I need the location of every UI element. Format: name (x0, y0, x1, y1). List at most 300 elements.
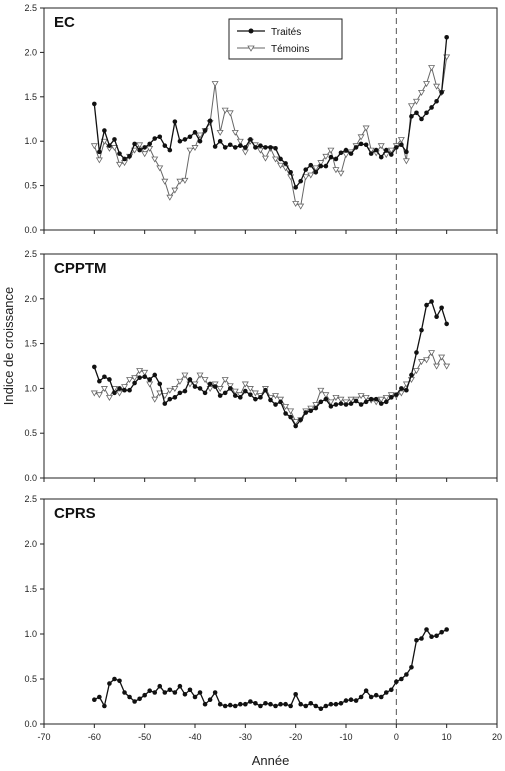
data-point (232, 130, 238, 135)
data-point (429, 299, 434, 304)
data-point (314, 406, 319, 411)
x-tick-label: 20 (491, 732, 503, 742)
data-point (359, 402, 364, 407)
data-point (147, 142, 152, 147)
series-line (94, 57, 446, 206)
data-point (434, 314, 439, 319)
data-point (298, 179, 303, 184)
data-point (308, 701, 313, 706)
data-point (127, 154, 132, 159)
data-point (263, 145, 268, 150)
data-point (142, 374, 147, 379)
x-axis-title: Année (251, 753, 290, 768)
data-point (314, 170, 319, 175)
data-point (127, 695, 132, 700)
data-point (163, 401, 168, 406)
data-point (117, 162, 123, 167)
panel-title: CPRS (54, 505, 96, 522)
data-point (107, 395, 113, 400)
data-point (208, 697, 213, 702)
data-point (238, 143, 243, 148)
data-point (439, 90, 444, 95)
x-tick-label: -70 (37, 732, 51, 742)
data-point (434, 99, 439, 104)
data-point (303, 410, 308, 415)
data-point (258, 395, 263, 400)
data-point (303, 167, 308, 172)
data-point (208, 118, 213, 123)
data-point (419, 90, 425, 95)
panel-frame (44, 499, 497, 724)
data-point (208, 382, 213, 387)
data-point (344, 148, 349, 153)
data-point (97, 158, 103, 163)
data-point (132, 142, 137, 147)
data-point (414, 110, 419, 115)
data-point (188, 377, 193, 382)
data-point (253, 145, 258, 150)
data-point (203, 702, 208, 707)
x-tick-label: 10 (441, 732, 452, 742)
data-point (399, 142, 404, 147)
data-point (243, 389, 248, 394)
data-point (334, 702, 339, 707)
data-point (329, 404, 334, 409)
data-point (112, 137, 117, 142)
data-point (399, 386, 404, 391)
data-point (404, 150, 409, 155)
data-point (273, 402, 278, 407)
data-point (273, 704, 278, 709)
data-point (319, 164, 324, 169)
data-point (178, 391, 183, 396)
data-point (258, 148, 264, 153)
legend-label-traites: Traités (271, 27, 302, 38)
data-point (137, 697, 142, 702)
data-point (429, 66, 435, 71)
x-tick-label: -40 (188, 732, 202, 742)
y-tick-label: 1.5 (24, 91, 37, 102)
data-point (233, 145, 238, 150)
data-point (409, 104, 415, 109)
data-point (409, 114, 414, 119)
data-point (162, 179, 168, 184)
data-point (92, 365, 97, 370)
data-point (213, 384, 218, 389)
data-point (439, 305, 444, 310)
data-point (147, 377, 152, 382)
data-point (228, 142, 233, 147)
data-point (238, 139, 244, 144)
data-point (444, 322, 449, 327)
series-line (94, 630, 446, 709)
y-tick-label: 0.0 (24, 225, 37, 235)
data-point (374, 148, 379, 153)
data-point (117, 151, 122, 156)
data-point (419, 636, 424, 641)
data-point (424, 303, 429, 308)
data-point (444, 364, 450, 369)
data-point (137, 375, 142, 380)
y-tick-label: 1.0 (24, 629, 37, 639)
data-point (243, 150, 249, 155)
data-point (238, 702, 243, 707)
data-point (142, 370, 148, 375)
data-point (404, 388, 409, 393)
data-point (97, 393, 103, 398)
data-point (404, 159, 410, 164)
data-point (213, 690, 218, 695)
data-point (273, 146, 278, 151)
data-point (92, 102, 97, 107)
series-line (94, 37, 446, 187)
data-point (349, 401, 354, 406)
data-point (324, 164, 329, 169)
data-point (183, 692, 188, 697)
x-tick-label: -10 (339, 732, 353, 742)
data-point (278, 400, 283, 405)
data-point (439, 355, 445, 360)
data-point (243, 145, 248, 150)
data-point (288, 415, 293, 420)
data-point (112, 391, 117, 396)
data-point (334, 402, 339, 407)
data-point (263, 701, 268, 706)
y-tick-label: 2.0 (24, 293, 37, 304)
data-point (198, 386, 203, 391)
x-tick-label: 0 (393, 732, 399, 742)
data-point (389, 152, 394, 157)
data-point (142, 145, 147, 150)
data-point (303, 704, 308, 709)
data-point (122, 388, 127, 393)
y-tick-label: 0.5 (24, 428, 37, 439)
data-point (183, 137, 188, 142)
data-point (344, 698, 349, 703)
data-point (193, 695, 198, 700)
data-point (147, 382, 153, 387)
data-point (414, 638, 419, 643)
data-point (152, 157, 158, 162)
data-point (107, 377, 112, 382)
panel-title: EC (54, 14, 75, 31)
data-point (163, 143, 168, 148)
data-point (157, 166, 163, 171)
data-point (324, 704, 329, 709)
data-point (258, 143, 263, 148)
series-line (94, 353, 446, 422)
data-point (434, 634, 439, 639)
data-point (203, 128, 208, 133)
data-point (424, 627, 429, 632)
data-point (147, 688, 152, 693)
data-point (439, 630, 444, 635)
data-point (429, 634, 434, 639)
data-point (419, 360, 425, 365)
data-point (152, 397, 158, 402)
data-point (288, 409, 294, 414)
y-tick-label: 0.0 (24, 473, 37, 483)
data-point (283, 702, 288, 707)
panel-frame (44, 254, 497, 478)
data-point (329, 702, 334, 707)
data-point (354, 145, 359, 150)
data-point (102, 704, 107, 709)
data-point (183, 389, 188, 394)
data-point (364, 142, 369, 147)
data-point (178, 684, 183, 689)
data-point (424, 110, 429, 115)
data-point (227, 111, 233, 116)
series-trait-s (92, 299, 449, 428)
data-point (314, 704, 319, 709)
y-tick-label: 0.5 (24, 674, 37, 684)
data-point (132, 381, 137, 386)
y-tick-label: 0.5 (24, 180, 37, 191)
y-tick-label: 2.5 (24, 249, 37, 259)
data-point (319, 400, 324, 405)
data-point (142, 152, 148, 157)
x-tick-label: -60 (87, 732, 101, 742)
data-point (298, 204, 304, 209)
data-point (389, 688, 394, 693)
data-point (389, 395, 394, 400)
data-point (212, 82, 218, 87)
data-point (238, 395, 243, 400)
data-point (122, 157, 127, 162)
data-point (394, 145, 399, 150)
data-point (394, 392, 399, 397)
data-point (364, 688, 369, 693)
y-axis-title: Indice de croissance (1, 286, 16, 406)
data-point (329, 155, 334, 160)
data-point (268, 145, 273, 150)
x-tick-label: -30 (238, 732, 252, 742)
data-point (188, 134, 193, 139)
data-point (399, 677, 404, 682)
data-point (233, 704, 238, 709)
data-point (369, 397, 374, 402)
data-point (168, 397, 173, 402)
data-point (324, 397, 329, 402)
data-point (414, 350, 419, 355)
data-point (369, 695, 374, 700)
series-trait-s (92, 627, 449, 711)
data-point (363, 126, 369, 131)
data-point (122, 690, 127, 695)
x-tick-label: -50 (138, 732, 152, 742)
data-point (344, 402, 349, 407)
series-t-moins (92, 351, 450, 425)
data-point (288, 170, 293, 175)
data-point (298, 702, 303, 707)
data-point (288, 704, 293, 709)
data-point (218, 393, 223, 398)
panel-cprs (24, 494, 497, 729)
data-point (369, 151, 374, 156)
data-point (107, 681, 112, 686)
data-point (173, 119, 178, 124)
data-point (228, 703, 233, 708)
data-point (198, 139, 203, 144)
data-point (419, 117, 424, 122)
x-tick-label: -20 (289, 732, 303, 742)
data-point (409, 665, 414, 670)
data-point (364, 400, 369, 405)
data-point (263, 156, 269, 161)
series-t-moins (92, 55, 450, 209)
data-point (198, 690, 203, 695)
data-point (152, 690, 157, 695)
data-point (132, 699, 137, 704)
data-point (424, 82, 430, 87)
y-tick-label: 2.0 (24, 47, 37, 58)
data-point (248, 392, 253, 397)
data-point (203, 391, 208, 396)
data-point (444, 627, 449, 632)
data-point (173, 395, 178, 400)
data-point (213, 144, 218, 149)
data-point (308, 409, 313, 414)
data-point (263, 388, 268, 393)
data-point (354, 698, 359, 703)
data-point (107, 143, 112, 148)
data-point (178, 139, 183, 144)
data-point (117, 386, 122, 391)
data-point (358, 135, 364, 140)
y-tick-label: 2.0 (24, 539, 37, 549)
data-point (283, 161, 288, 166)
data-point (217, 130, 223, 135)
data-point (339, 401, 344, 406)
data-point (152, 136, 157, 141)
y-tick-label: 2.5 (24, 3, 37, 13)
data-point (157, 382, 162, 387)
data-point (168, 148, 173, 153)
data-point (278, 157, 283, 162)
panel-cpptm (24, 249, 497, 483)
data-point (379, 401, 384, 406)
data-point (308, 163, 313, 168)
data-point (293, 185, 298, 190)
data-point (333, 168, 339, 173)
data-point (374, 397, 379, 402)
data-point (283, 411, 288, 416)
data-point (339, 150, 344, 155)
data-point (102, 128, 107, 133)
data-point (248, 699, 253, 704)
data-point (127, 388, 132, 393)
data-point (223, 391, 228, 396)
data-point (223, 704, 228, 709)
data-point (379, 155, 384, 160)
data-point (117, 391, 123, 396)
data-point (217, 386, 223, 391)
data-point (233, 393, 238, 398)
data-point (349, 151, 354, 156)
data-point (97, 150, 102, 155)
data-point (444, 35, 449, 40)
data-point (163, 690, 168, 695)
data-point (218, 139, 223, 144)
data-point (409, 373, 414, 378)
data-point (359, 142, 364, 147)
data-point (187, 148, 193, 153)
data-point (394, 679, 399, 684)
data-point (173, 690, 178, 695)
data-point (92, 697, 97, 702)
data-point (168, 688, 173, 693)
data-point (243, 702, 248, 707)
legend (229, 19, 342, 59)
data-point (253, 701, 258, 706)
data-point (188, 688, 193, 693)
y-tick-label: 1.5 (24, 584, 37, 594)
data-point (278, 702, 283, 707)
data-point (157, 684, 162, 689)
data-point (102, 374, 107, 379)
data-point (177, 179, 183, 184)
legend-label-temoins: Témoins (271, 44, 310, 55)
data-point (228, 386, 233, 391)
legend-marker-traites (249, 29, 254, 34)
data-point (268, 702, 273, 707)
data-point (152, 373, 157, 378)
data-point (334, 157, 339, 162)
data-point (404, 672, 409, 677)
data-point (359, 695, 364, 700)
data-point (374, 693, 379, 698)
data-point (429, 105, 434, 110)
data-point (354, 399, 359, 404)
data-point (202, 377, 208, 382)
data-point (343, 153, 349, 158)
data-point (384, 400, 389, 405)
data-point (142, 693, 147, 698)
data-point (97, 695, 102, 700)
data-point (112, 677, 117, 682)
data-point (339, 701, 344, 706)
data-point (92, 144, 98, 149)
data-point (218, 702, 223, 707)
data-point (384, 690, 389, 695)
data-point (193, 130, 198, 135)
data-point (419, 328, 424, 333)
data-point (137, 148, 142, 153)
data-point (223, 145, 228, 150)
series-line (94, 302, 446, 427)
data-point (349, 697, 354, 702)
data-point (293, 692, 298, 697)
data-point (268, 398, 273, 403)
data-point (384, 148, 389, 153)
y-tick-label: 1.0 (24, 136, 37, 147)
data-point (97, 379, 102, 384)
panel-title: CPPTM (54, 260, 107, 277)
y-tick-label: 1.5 (24, 338, 37, 349)
data-point (379, 695, 384, 700)
data-point (167, 195, 173, 200)
y-tick-label: 2.5 (24, 494, 37, 504)
data-point (293, 424, 298, 429)
y-tick-label: 0.0 (24, 719, 37, 729)
data-point (253, 397, 258, 402)
data-point (298, 417, 303, 422)
data-point (117, 679, 122, 684)
data-point (248, 137, 253, 142)
y-tick-label: 1.0 (24, 383, 37, 394)
data-point (338, 171, 344, 176)
